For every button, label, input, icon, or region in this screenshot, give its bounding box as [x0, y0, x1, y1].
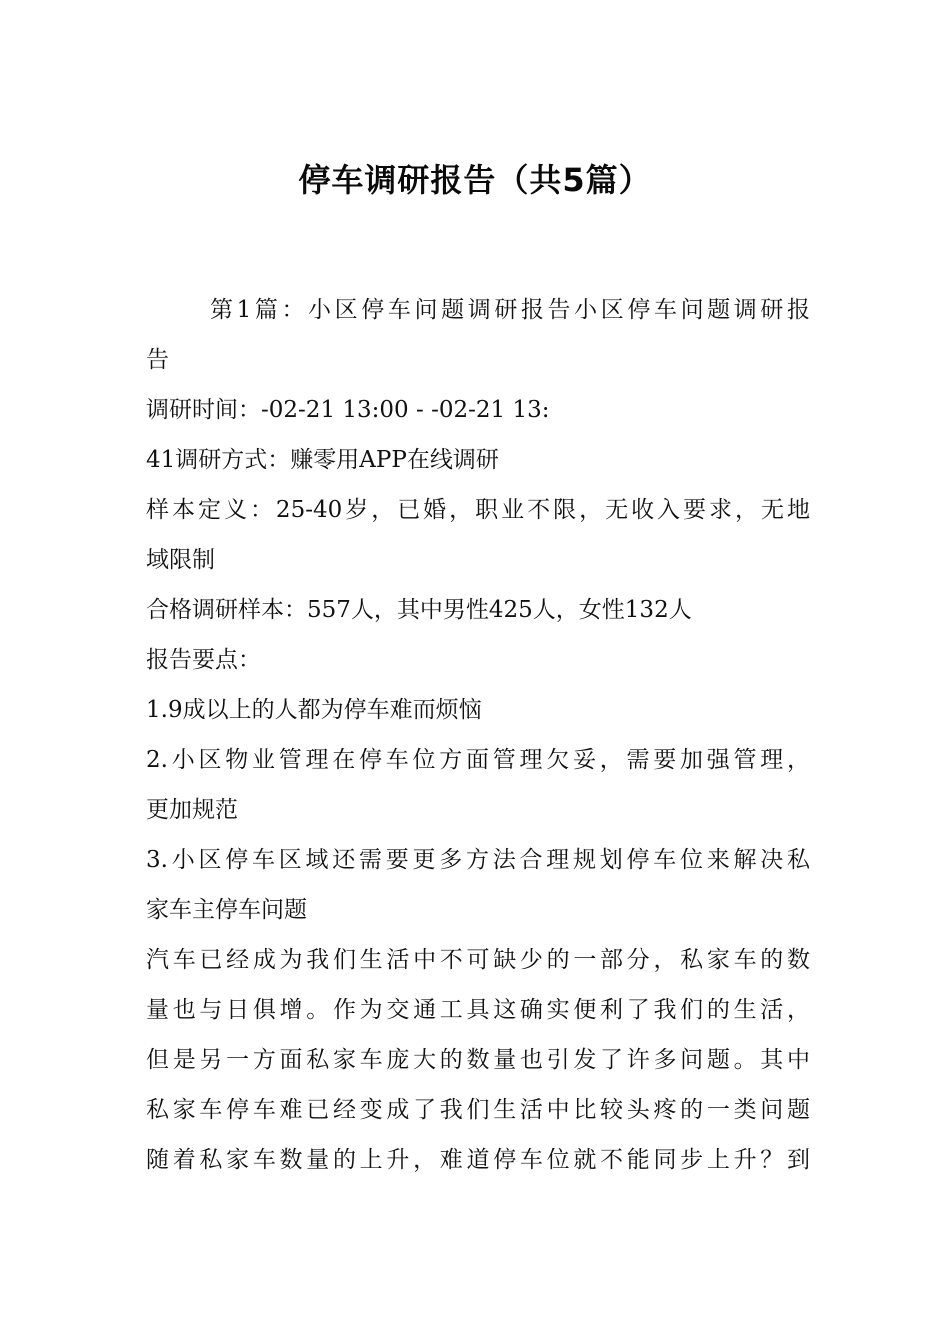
text-line: 域限制: [146, 547, 215, 573]
text-line: 家车主停车问题: [146, 897, 307, 923]
text-line: 41调研方式：赚零用APP在线调研: [146, 447, 499, 473]
document-body: [146, 285, 810, 1185]
text-line: 合格调研样本：557人，其中男性425人，女性132人: [146, 597, 692, 623]
text-line: 量也与日俱增。作为交通工具这确实便利了我们的生活，: [146, 997, 810, 1023]
text-line: 告: [146, 347, 169, 373]
text-line: 第1篇：小区停车问题调研报告小区停车问题调研报: [210, 297, 810, 323]
text-line: 报告要点：: [146, 647, 261, 673]
text-line: 2.小区物业管理在停车位方面管理欠妥，需要加强管理，: [146, 747, 810, 773]
text-line: 样本定义：25-40岁，已婚，职业不限，无收入要求，无地: [146, 497, 810, 523]
text-line: 私家车停车难已经变成了我们生活中比较头疼的一类问题: [146, 1097, 810, 1123]
text-line: 3.小区停车区域还需要更多方法合理规划停车位来解决私: [146, 847, 810, 873]
document-title: 停车调研报告（共5篇）: [298, 161, 652, 199]
text-line: 更加规范: [146, 797, 238, 823]
text-line: 随着私家车数量的上升，难道停车位就不能同步上升？到: [146, 1147, 810, 1173]
text-line: 调研时间：-02-21 13:00 - -02-21 13:: [146, 397, 550, 423]
text-line: 汽车已经成为我们生活中不可缺少的一部分，私家车的数: [146, 947, 810, 973]
text-line: 1.9成以上的人都为停车难而烦恼: [146, 697, 482, 723]
text-line: 但是另一方面私家车庞大的数量也引发了许多问题。其中: [146, 1047, 810, 1073]
